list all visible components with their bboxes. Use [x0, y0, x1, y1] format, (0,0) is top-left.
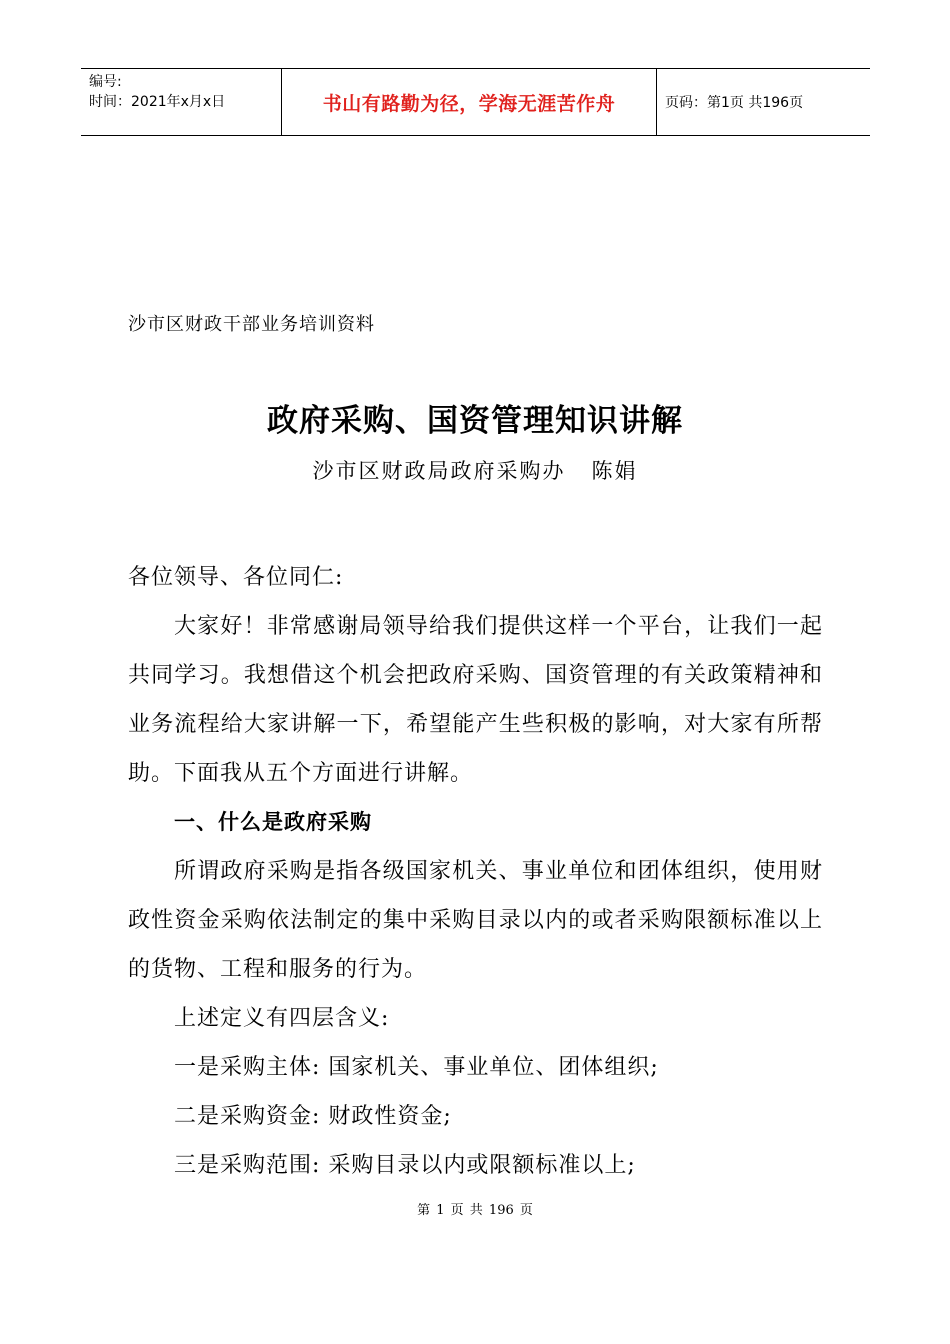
page-footer: 第 1 页 共 196 页 [417, 1203, 533, 1218]
meaning-intro: 上述定义有四层含义: [174, 1006, 390, 1031]
salutation: 各位领导、各位同仁: [128, 565, 344, 590]
document-author: 沙市区财政局政府采购办 陈娟 [312, 459, 638, 483]
section-heading: 一、什么是政府采购 [174, 810, 372, 834]
time-label: 时间：2021年x月x日 [89, 94, 226, 110]
document-subheading: 沙市区财政干部业务培训资料 [128, 314, 375, 335]
document-header [81, 68, 870, 136]
point-3: 三是采购范围: 采购目录以内或限额标准以上; [174, 1153, 636, 1178]
header-meta-cell [81, 69, 281, 135]
point-2: 二是采购资金: 财政性资金; [174, 1104, 452, 1129]
header-page-info: 页码：第1页 共196页 [665, 95, 804, 111]
document-body [128, 553, 823, 1190]
header-motto: 书山有路勤为径，学海无涯苦作舟 [281, 69, 657, 135]
document-title: 政府采购、国资管理知识讲解 [267, 403, 683, 439]
number-label: 编号: [89, 74, 122, 90]
definition-paragraph: 所谓政府采购是指各级国家机关、事业单位和团体组织，使用财政性资金采购依法制定的集中采购目录以内的或者采购限额标准以上的货物、工程和服务的行为。 [128, 859, 823, 982]
intro-paragraph: 大家好！非常感谢局领导给我们提供这样一个平台，让我们一起共同学习。我想借这个机会把政府采购、国资管理的有关政策精神和业务流程给大家讲解一下，希望能产生些积极的影响，对大家有所帮助。下面我从五个方面进行讲解。 [128, 614, 823, 786]
point-1: 一是采购主体: 国家机关、事业单位、团体组织; [174, 1055, 659, 1080]
